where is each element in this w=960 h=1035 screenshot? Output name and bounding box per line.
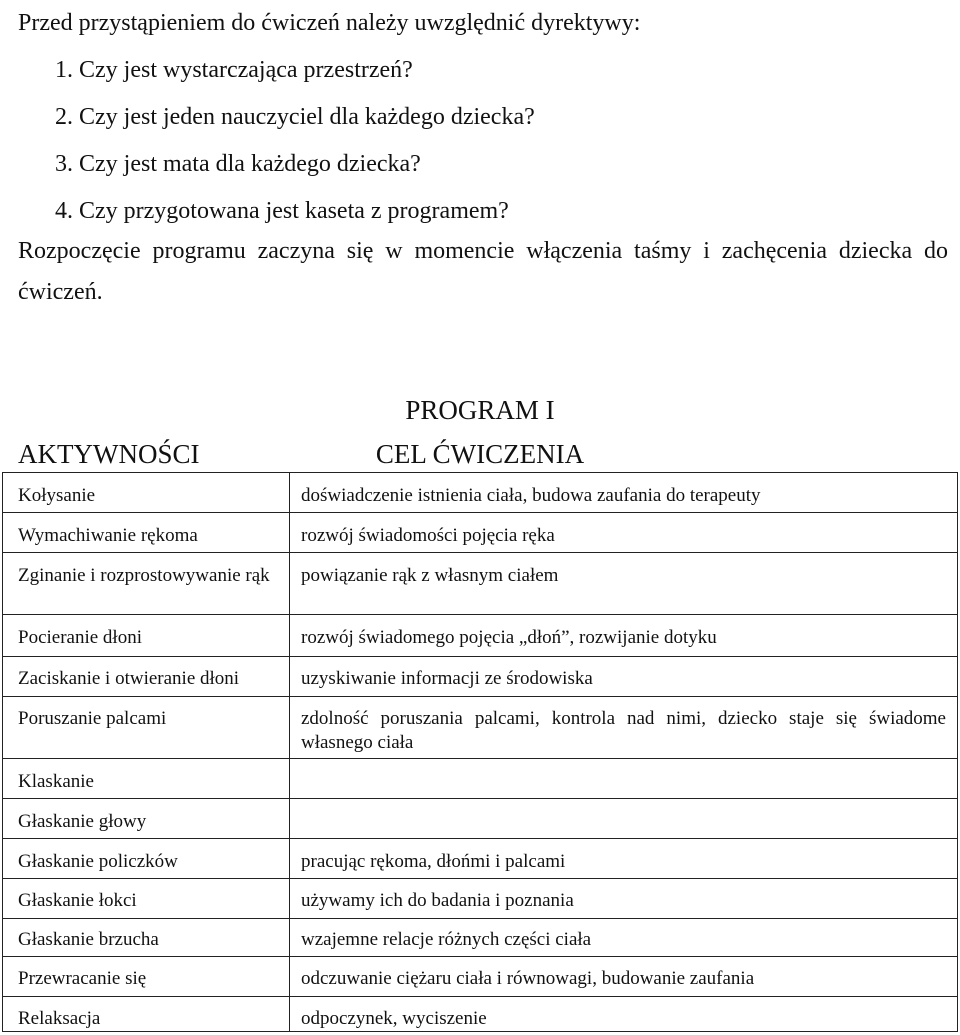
directive-item: 1. Czy jest wystarczająca przestrzeń? [55, 57, 413, 83]
table-rule [2, 656, 958, 657]
activity-cell: Głaskanie policzków [18, 851, 178, 872]
activity-cell: Głaskanie brzucha [18, 929, 159, 950]
directive-item: 3. Czy jest mata dla każdego dziecka? [55, 151, 421, 177]
table-rule [2, 956, 958, 957]
activity-cell: Zaciskanie i otwieranie dłoni [18, 668, 240, 689]
goal-cell: używamy ich do badania i poznania [301, 890, 574, 911]
table-rule [2, 758, 958, 759]
table-rule [2, 552, 958, 553]
activity-cell: Poruszanie palcami [18, 708, 167, 729]
table-rule [2, 1031, 958, 1032]
table-rule [2, 614, 958, 615]
activity-cell: Relaksacja [18, 1008, 101, 1029]
activity-cell: Pocieranie dłoni [18, 627, 142, 648]
intro-heading: Przed przystąpieniem do ćwiczeń należy uwzględnić dyrektywy: [18, 10, 641, 36]
table-rule [2, 838, 958, 839]
table-rule [2, 696, 958, 697]
goal-cell: doświadczenie istnienia ciała, budowa zaufania do terapeuty [301, 485, 761, 506]
activities-column-header: AKTYWNOŚCI [18, 439, 200, 469]
goal-cell: zdolność poruszania palcami, kontrola nad nimi, dziecko staje się świadome własnego ciała [301, 708, 946, 753]
activity-cell: Zginanie i rozprostowywanie rąk [18, 565, 270, 586]
goal-cell: pracując rękoma, dłońmi i palcami [301, 851, 566, 872]
program-title: PROGRAM I [405, 395, 555, 425]
activity-cell: Wymachiwanie rękoma [18, 525, 198, 546]
goal-cell: uzyskiwanie informacji ze środowiska [301, 668, 593, 689]
table-rule [2, 798, 958, 799]
goal-cell: odpoczynek, wyciszenie [301, 1008, 487, 1029]
table-rule [2, 472, 958, 473]
directive-item: 2. Czy jest jeden nauczyciel dla każdego dziecka? [55, 104, 535, 130]
goal-cell: odczuwanie ciężaru ciała i równowagi, budowanie zaufania [301, 968, 755, 989]
table-border-right [957, 472, 958, 1031]
directive-item: 4. Czy przygotowana jest kaseta z programem? [55, 198, 509, 224]
table-rule [2, 512, 958, 513]
activity-cell: Kołysanie [18, 485, 96, 506]
activity-cell: Głaskanie łokci [18, 890, 137, 911]
goal-column-header: CEL ĆWICZENIA [375, 439, 585, 469]
goal-cell: rozwój świadomego pojęcia „dłoń”, rozwijanie dotyku [301, 627, 717, 648]
activity-cell: Przewracanie się [18, 968, 147, 989]
table-rule [2, 996, 958, 997]
table-rule [2, 878, 958, 879]
table-border-left [2, 472, 3, 1031]
activity-cell: Klaskanie [18, 771, 94, 792]
goal-cell: powiązanie rąk z własnym ciałem [301, 565, 559, 586]
intro-paragraph: Rozpoczęcie programu zaczyna się w momencie włączenia taśmy i zachęcenia dziecka do ćwiczeń. [18, 238, 948, 305]
goal-cell: wzajemne relacje różnych części ciała [301, 929, 592, 950]
goal-cell: rozwój świadomości pojęcia ręka [301, 525, 555, 546]
table-rule [2, 918, 958, 919]
activity-cell: Głaskanie głowy [18, 811, 147, 832]
table-column-divider [289, 472, 290, 1031]
